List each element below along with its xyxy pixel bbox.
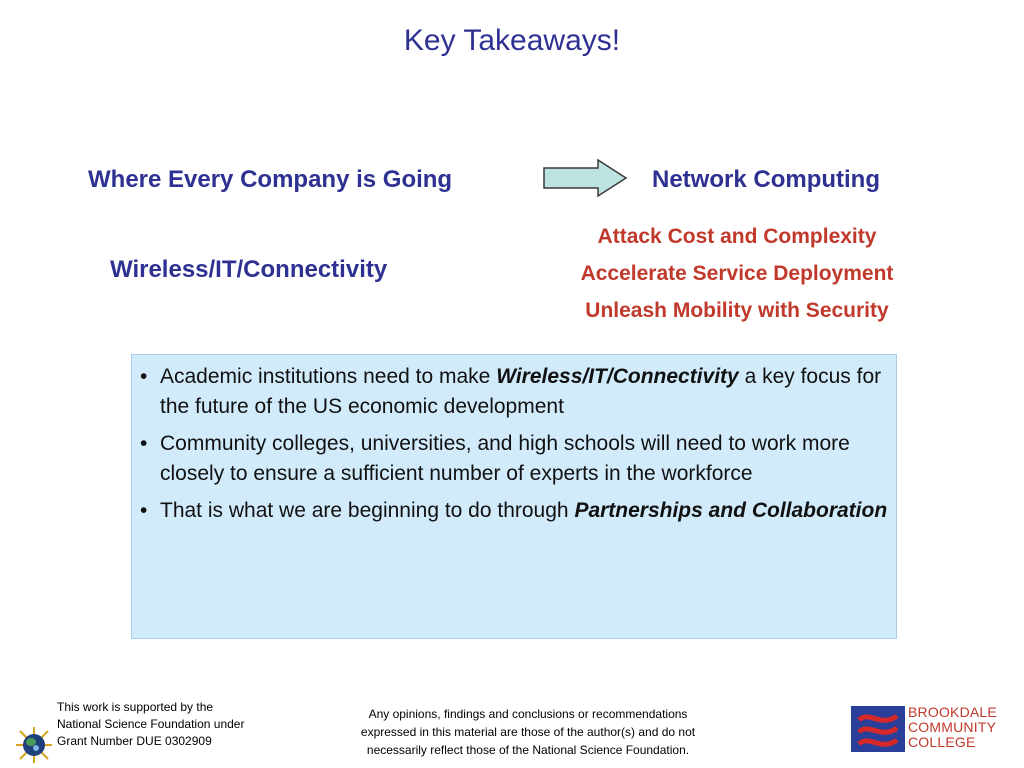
bullet-marker: • [140,432,148,455]
slide-title: Key Takeaways! [403,24,621,57]
logo-line: COMMUNITY [908,719,997,735]
disclaimer [318,705,738,759]
goal-item: Accelerate Service Deployment [580,262,894,285]
bullet-text [160,362,890,422]
footer-line: This work is supported by the [57,700,214,714]
goal-item: Attack Cost and Complexity [597,225,877,248]
bullet-marker: • [140,499,148,522]
right-heading: Network Computing [652,166,880,193]
bullet-text: Community colleges, universities, and high schools will need to work more closely to ensure a sufficient number of experts in the workforce [160,432,850,485]
bullet-text-part: That is what we are beginning to do through [160,499,575,522]
bullet-emphasis: Partnerships and Collaboration [574,499,888,522]
bullet-emphasis: Wireless/IT/Connectivity [496,365,739,388]
goal-item: Unleash Mobility with Security [585,299,889,322]
wireless-heading: Wireless/IT/Connectivity [110,256,388,283]
logo-line: BROOKDALE [908,704,997,720]
footer-line: Grant Number DUE 0302909 [57,734,212,748]
right-arrow-icon [542,158,628,198]
college-logo-text [908,705,997,750]
bullet-item [140,429,890,489]
bullet-text-part: a key focus for the future of the US economic development [160,365,882,418]
brookdale-logo-icon [851,706,905,752]
disclaimer-line: expressed in this material are those of the author(s) and do not [360,725,696,739]
nsf-support-note [57,699,297,750]
disclaimer-line: necessarily reflect those of the National Science Foundation. [366,743,690,757]
bullet-list [140,362,890,533]
bullet-item [140,362,890,422]
left-heading: Where Every Company is Going [88,166,453,193]
logo-line: COLLEGE [908,734,976,750]
red-goals-list [532,222,942,333]
bullet-item [140,496,890,526]
disclaimer-line: Any opinions, findings and conclusions or recommendations [368,707,688,721]
bullet-text-part: Academic institutions need to make [160,365,497,388]
nsf-globe-icon [14,727,54,763]
bullet-text [160,496,890,526]
footer-line: National Science Foundation under [57,717,245,731]
bullet-marker: • [140,365,148,388]
